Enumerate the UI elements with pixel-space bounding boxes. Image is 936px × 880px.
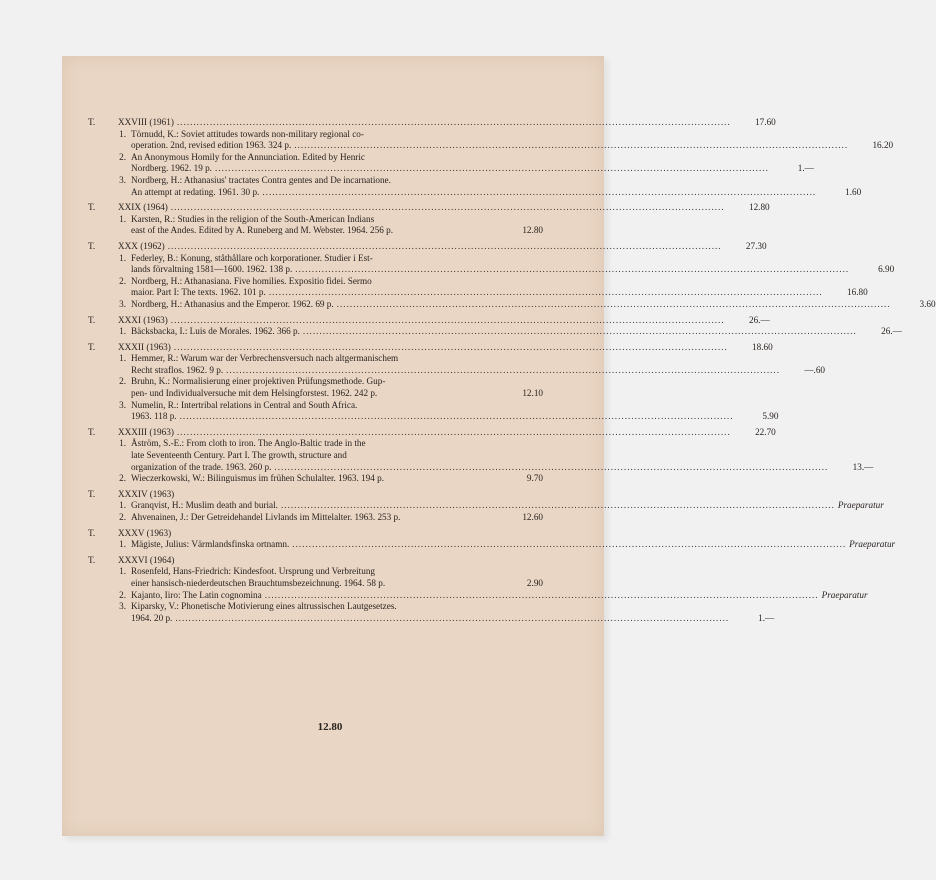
entry-number: 1. xyxy=(119,213,126,224)
leader-dots xyxy=(215,163,769,175)
entry-text: An Anonymous Homily for the Annunciation. Edited by Henric xyxy=(131,151,365,162)
entry-line xyxy=(131,376,543,388)
catalogue-entry xyxy=(88,275,868,299)
entry-line xyxy=(131,214,543,226)
volume-heading xyxy=(88,555,543,567)
entry-price: 12.60 xyxy=(522,512,543,522)
entry-price: —.60 xyxy=(804,364,825,375)
volume-heading xyxy=(88,314,770,327)
volume-label: XXXIII (1963) xyxy=(118,426,174,437)
volume-heading xyxy=(88,240,767,253)
volume-prefix: T. xyxy=(88,202,96,213)
leader-dots xyxy=(337,299,891,311)
entry-line xyxy=(131,461,874,474)
leader-dots xyxy=(281,500,835,512)
entry-number: 3. xyxy=(119,174,126,185)
leader-dots xyxy=(294,140,848,152)
volume-price: 12.80 xyxy=(748,202,770,213)
entry-text: Rosenfeld, Hans-Friedrich: Kindesfoot. Ursprung und Verbreitung xyxy=(131,566,376,577)
entry-line xyxy=(131,438,779,450)
entry-price: 1.— xyxy=(797,163,814,174)
catalogue-entry xyxy=(88,128,894,152)
entry-text: 1963. 118 p. xyxy=(131,411,177,422)
catalogue-entry xyxy=(88,298,936,311)
leader-dots xyxy=(171,315,725,327)
volume-heading xyxy=(88,528,543,540)
entry-price: 13.— xyxy=(852,461,874,472)
leader-dots xyxy=(274,462,828,474)
leader-dots xyxy=(175,613,729,625)
entry-line xyxy=(131,589,868,602)
leader-dots xyxy=(265,590,819,602)
entry-line xyxy=(131,175,765,187)
catalogue-entry xyxy=(88,473,543,485)
leader-dots xyxy=(171,202,725,214)
entry-number: 2. xyxy=(119,151,126,162)
entry-price: 9.70 xyxy=(526,473,543,484)
entry-price: 3.60 xyxy=(919,298,936,309)
entry-text: lands förvaltning 1581—1600. 1962. 138 p. xyxy=(131,264,293,275)
entry-text: operation. 2nd, revised edition 1963. 324 p. xyxy=(131,140,292,151)
entry-number: 3. xyxy=(119,298,126,309)
entry-text: Kiparsky, V.: Phonetische Motivierung eines altrussischen Lautgesetzes. xyxy=(131,601,397,612)
entry-price: 1.60 xyxy=(845,186,862,197)
entry-text: Nordberg, H.: Athanasiana. Five homilies. Expositio fidei. Sermo xyxy=(131,275,372,286)
entry-text: Åström, S.-E.: From cloth to iron. The Anglo-Baltic trade in the xyxy=(131,438,366,449)
entry-line xyxy=(131,388,543,400)
entry-text: Bäcksbacka, I.: Luis de Morales. 1962. 366 p. xyxy=(131,326,300,337)
entry-text: organization of the trade. 1963. 260 p. xyxy=(131,461,272,472)
entry-number: 1. xyxy=(119,438,126,449)
catalogue-entry xyxy=(88,376,543,399)
entry-price: 16.80 xyxy=(847,287,868,298)
entry-line xyxy=(131,225,543,237)
leader-dots xyxy=(262,187,816,199)
leader-dots xyxy=(226,365,780,377)
entry-line xyxy=(131,353,762,365)
entry-line xyxy=(131,152,770,164)
catalogue-entry xyxy=(88,438,874,473)
volume-prefix: T. xyxy=(88,554,96,565)
entry-text: Recht straflos. 1962. 9 p. xyxy=(131,364,224,375)
entry-text: Ahvenainen, J.: Der Getreidehandel Livlands im Mittelalter. 1963. 253 p. xyxy=(131,512,401,522)
entry-number: 2. xyxy=(119,275,126,286)
volume-label: XXIX (1964) xyxy=(118,202,168,213)
catalogue-entry xyxy=(88,151,814,175)
entry-number: 1. xyxy=(119,539,126,550)
entry-line xyxy=(131,601,754,613)
entry-line xyxy=(131,411,779,423)
volume-prefix: T. xyxy=(88,314,96,325)
volume-heading xyxy=(88,341,773,354)
entry-line xyxy=(131,253,774,265)
volume-prefix: T. xyxy=(88,240,96,251)
entry-text: Granqvist, H.: Muslim death and burial. xyxy=(131,500,278,511)
volume-prefix: T. xyxy=(88,426,96,437)
catalogue-entry xyxy=(88,601,775,624)
leader-dots xyxy=(180,411,734,423)
entry-text: pen- und Individualversuche mit dem Helsingforstest. 1962. 242 p. xyxy=(131,388,378,399)
entry-line xyxy=(131,566,543,578)
entry-number: 2. xyxy=(119,589,126,600)
catalogue-entry xyxy=(88,214,543,237)
entry-line xyxy=(131,276,756,288)
entry-price: 26.— xyxy=(881,326,902,337)
volume-prefix: T. xyxy=(88,488,96,499)
volume-label: XXXI (1963) xyxy=(118,314,168,325)
entry-line xyxy=(131,364,825,377)
entry-text: late Seventeenth Century. Part I. The growth, structure and xyxy=(131,450,347,461)
leader-dots xyxy=(269,287,823,299)
entry-price: 5.90 xyxy=(762,411,779,422)
entry-text: Kajanto, Iiro: The Latin cognomina xyxy=(131,589,262,600)
catalogue-entry xyxy=(88,174,862,198)
catalogue-entry xyxy=(88,326,902,338)
entry-text: east of the Andes. Edited by A. Runeberg and M. Webster. 1964. 256 p. xyxy=(131,225,394,236)
entry-line xyxy=(131,287,868,299)
entry-line xyxy=(131,298,936,311)
entry-number: 2. xyxy=(119,512,126,522)
volume-label: XXVIII (1961) xyxy=(118,117,174,127)
entry-price: 6.90 xyxy=(878,264,895,275)
leader-dots xyxy=(177,427,731,439)
entry-price: 12.10 xyxy=(522,388,543,399)
entry-price: 2.90 xyxy=(526,577,543,588)
entry-price: Praeparatur xyxy=(837,500,884,511)
entry-line xyxy=(131,163,814,175)
leader-dots xyxy=(168,241,722,253)
entry-text: Federley, B.: Konung, ståthållare och korporationer. Studier i Est- xyxy=(131,252,373,263)
entry-line xyxy=(131,129,770,141)
catalogue-entry xyxy=(88,566,543,589)
entry-price: 1.— xyxy=(758,612,775,623)
entry-number: 2. xyxy=(119,376,126,387)
entry-number: 1. xyxy=(119,566,126,577)
entry-text: Numelin, R.: Intertribal relations in Central and South Africa. xyxy=(131,399,358,410)
entry-text: An attempt at redating. 1961. 30 p. xyxy=(131,186,260,197)
entry-text: Törnudd, K.: Soviet attitudes towards non-military regional co- xyxy=(131,128,364,139)
entry-number: 2. xyxy=(119,473,126,484)
catalogue-entry xyxy=(88,500,884,512)
entry-text: einer hansisch-niederdeutschen Brauchtumsbezeichnung. 1964. 58 p. xyxy=(131,577,386,588)
volume-heading xyxy=(88,489,543,501)
entry-number: 1. xyxy=(119,500,126,511)
entry-number: 1. xyxy=(119,252,126,263)
leader-dots xyxy=(303,326,857,338)
volume-label: XXXVI (1964) xyxy=(118,554,175,565)
entry-text: Wieczerkowski, W.: Bilinguismus im frühen Schulalter. 1963. 194 p. xyxy=(131,473,385,484)
entry-price: Praeparatur xyxy=(849,539,896,550)
entry-text: Nordberg, H.: Athanasius and the Emperor. 1962. 69 p. xyxy=(131,298,334,309)
entry-line xyxy=(131,400,754,412)
entry-line xyxy=(131,140,894,152)
entry-price: 12.80 xyxy=(522,225,543,236)
leader-dots xyxy=(174,342,728,354)
entry-number: 1. xyxy=(119,353,126,364)
volume-prefix: T. xyxy=(88,341,96,352)
catalogue-entry xyxy=(88,589,868,602)
volume-label: XXXII (1963) xyxy=(118,341,171,352)
entry-line xyxy=(131,264,895,276)
entry-number: 1. xyxy=(119,326,126,337)
entry-text: maior. Part I: The texts. 1962. 101 p. xyxy=(131,287,266,298)
volume-label: XXXIV (1963) xyxy=(118,488,175,499)
catalogue-entry xyxy=(88,399,779,423)
catalogue-entry xyxy=(88,353,825,376)
entry-line xyxy=(131,578,543,590)
entry-number: 3. xyxy=(119,601,126,612)
entry-text: Hemmer, R.: Warum war der Verbrechensversuch nach altgermanischem xyxy=(131,353,399,364)
entry-line xyxy=(131,473,543,485)
catalogue-entry xyxy=(88,539,896,551)
page-footer-price: 12.80 xyxy=(317,721,343,733)
volume-price: 18.60 xyxy=(752,341,773,352)
leader-dots xyxy=(292,539,846,551)
volume-price: 26.— xyxy=(748,314,770,325)
entry-price: 16.20 xyxy=(872,140,894,151)
entry-line xyxy=(131,612,775,625)
volume-prefix: T. xyxy=(88,117,96,127)
entry-price: Praeparatur xyxy=(821,589,868,600)
volume-heading xyxy=(88,426,776,439)
entry-line xyxy=(131,512,543,524)
catalogue-entry xyxy=(88,512,543,524)
entry-line xyxy=(131,500,884,512)
entry-line xyxy=(131,539,896,551)
volume-price: 17.60 xyxy=(755,117,776,127)
entry-text: Nordberg. 1962. 19 p. xyxy=(131,163,212,174)
volume-heading xyxy=(88,202,770,214)
entry-text: 1964. 20 p. xyxy=(131,612,173,623)
entry-number: 1. xyxy=(119,128,126,139)
leader-dots xyxy=(295,264,849,276)
catalogue-entry xyxy=(88,252,895,276)
volume-label: XXXV (1963) xyxy=(118,527,172,538)
volume-price: 27.30 xyxy=(745,240,767,251)
entry-text: Bruhn, K.: Normalisierung einer projektiven Prüfungsmethode. Gup- xyxy=(131,376,386,387)
entry-text: Nordberg, H.: Athanasius' tractates Contra gentes and De incarnatione. xyxy=(131,174,391,185)
leader-dots xyxy=(177,117,731,129)
entry-line xyxy=(131,186,862,199)
entry-number: 3. xyxy=(119,399,126,410)
catalogue-list xyxy=(88,117,936,624)
entry-line xyxy=(131,326,902,338)
entry-text: Karsten, R.: Studies in the religion of the South-American Indians xyxy=(131,213,375,224)
volume-label: XXX (1962) xyxy=(118,240,165,251)
volume-price: 22.70 xyxy=(755,426,776,437)
entry-text: Mägiste, Julius: Värmlandsfinska ortnamn. xyxy=(131,539,290,550)
volume-prefix: T. xyxy=(88,527,96,538)
volume-heading xyxy=(88,117,776,129)
entry-line xyxy=(131,450,779,462)
